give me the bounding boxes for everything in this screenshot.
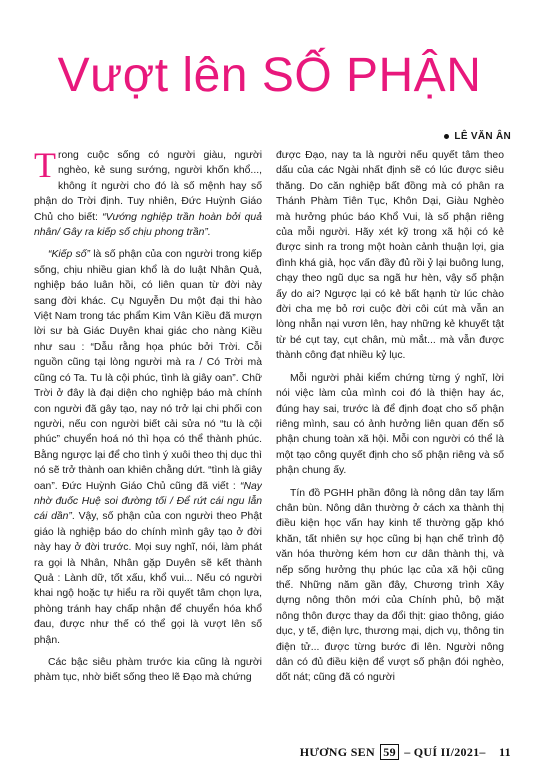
author-byline: [444, 131, 511, 142]
magazine-name: HƯƠNG SEN: [299, 745, 375, 759]
paragraph-2-text: là số phận của con người trong kiếp sống, chịu nhiều gian khổ là do luật Nhân Quả, nghiệp báo luân hồi, có liên quan từ đời này sang đời khác. Cụ Nguyễn Du một đại thi hào Việt Nam trong tác phẩm Kim Vân Kiều đã mượn lời sư bà Giác Duyên khai giác cho nàng Kiều như sau : “Dẫu rằng họa phúc bởi Trời. Cỗi nguồn cũng tại lòng người mà ra / Có Trời mà cũng có Ta. Tu là cội phúc, tình là giây oan”. Chữ Trời ở đây là đại diện cho nghiệp báo mà chính con người đã gây tạo, nay nó trở lại chi phối con người, nếu con người biết cải sửa nó “tu là cội phúc” chuyển hoá nó thì họa có thể thành phúc. Bằng ngược lại để cho tình ý xuôi theo thị dục thì nó sẽ trở thành oan khiên chằng dứt. “tình là giây oan”. Đức Huỳnh Giáo Chủ cũng đã viết :: [34, 249, 262, 492]
page-footer: [300, 745, 511, 760]
issue-period: – QUÍ II/2021–: [404, 745, 486, 759]
paragraph-2-quote: “Kiếp số”: [48, 249, 90, 261]
left-column: [34, 148, 262, 734]
article-title: Vượt lên SỐ PHẬN: [57, 49, 482, 102]
paragraph-1-text: rong cuộc sống có người giàu, người nghèo, kẻ sung sướng, người khốn khổ..., không ít người cho đó là số mệnh hay số phận do Trời định. Tuy nhiên, Đức Huỳnh Giáo Chủ cho biết:: [34, 150, 262, 223]
paragraph-5: Mỗi người phải kiểm chứng từng ý nghĩ, lời nói việc làm của mình coi đó là thiện hay ác, đúng hay sai, trước là để định đoạt cho số phận riêng mình, sau có ảnh hưởng liên quan đến số phận chung toàn xã hội. Mỗi con người có thể là một tạo công quyết định cho số phận riêng và số phận chung ấy.: [276, 372, 504, 477]
paragraph-2-quote-2: “Nay nhờ đuốc Huệ soi đường tối / Để rứt cái ngu lẫn cái dần”: [34, 480, 262, 523]
paragraph-2: [34, 247, 262, 648]
drop-cap: T: [34, 148, 56, 185]
bullet-icon: [444, 134, 449, 139]
author-name: LÊ VĂN ÂN: [454, 131, 511, 142]
paragraph-1: [34, 148, 262, 240]
paragraph-1-quote: “Vướng nghiệp trần hoàn bởi quả nhân/ Gây ra kiếp số chịu phong trần”.: [34, 211, 262, 239]
paragraph-6: Tín đồ PGHH phần đông là nông dân tay lấm chân bùn. Nông dân thường ở cách xa thành thị điều kiện học vấn hay kinh tế thường gặp khó khăn, tất nhiên sự học cũng bị hạn chế trình độ văn hóa thường kém hơn cư dân thành thị, và nếp sống hưởng thụ phúc lạc của xã hội cũng thế. Những năm gần đây, Chương trình Xây dựng nông thôn mới của Chính phủ, bộ mặt nông thôn được thay da đổi thịt: giao thông, giáo dục, y tế, điện lực, thương mại, dịch vụ, thông tin điện tử... được từng bước đi lên. Người nông dân có đủ điều kiện để vượt số phận đói nghèo, dốt nát; cũng đã có người: [276, 487, 504, 684]
page-number: 11: [499, 745, 511, 759]
issue-number: 59: [380, 744, 399, 760]
right-column: [276, 148, 504, 734]
paragraph-2-text-2: . Vậy, số phận của con người theo Phật giáo là nghiệp báo do chính mình gây tạo ở đời này hay ở đời trước. Mọi suy nghĩ, nói, làm phát ra gọi là Nhân, Nhân gặp Duyên sẽ kết thành Quả : Lành dữ, tốt xấu, khổ vui... Nếu có người khai ngộ hoặc tự hiểu ra rồi quyết tâm chọn lựa, phòng tránh hay chấp nhận để chuyển hóa khổ đau, được như thế có thể gọi là vượt lên số phận.: [34, 511, 262, 646]
paragraph-3: Các bậc siêu phàm trước kia cũng là người phàm tục, nhờ biết sống theo lẽ Đạo mà chứng: [34, 657, 262, 684]
paragraph-4: được Đạo, nay ta là người nếu quyết tâm theo dấu của các Ngài nhất định sẽ có lúc được siêu thăng. Do căn nghiệp bất đồng mà có phân ra Thánh Phàm Tiên Tục, Khôn Dại, Giàu Nghèo mà hưởng phúc báo Khổ Vui, là số phận riêng của mỗi người. Hãy xét kỹ trong xã hội có kẻ được sinh ra trong một hoàn cảnh thuận lợi, gia đình khá giả, học vấn đầy đủ rồi ỷ lại buông lung, chạy theo ngũ dục sa ngã hư hèn, vậy số phận ấy do ai? Ngược lại có kẻ bất hạnh từ lúc chào đời cha mẹ bỏ rơi cuộc đời côi cút mà vẫn an lòng nhẫn nại vươn lên, hay những kẻ khuyết tật từ bé cụt tay, cụt chân, mù mắt... mà vẫn được thành công đạt nhiều kỷ lục.: [276, 150, 504, 362]
